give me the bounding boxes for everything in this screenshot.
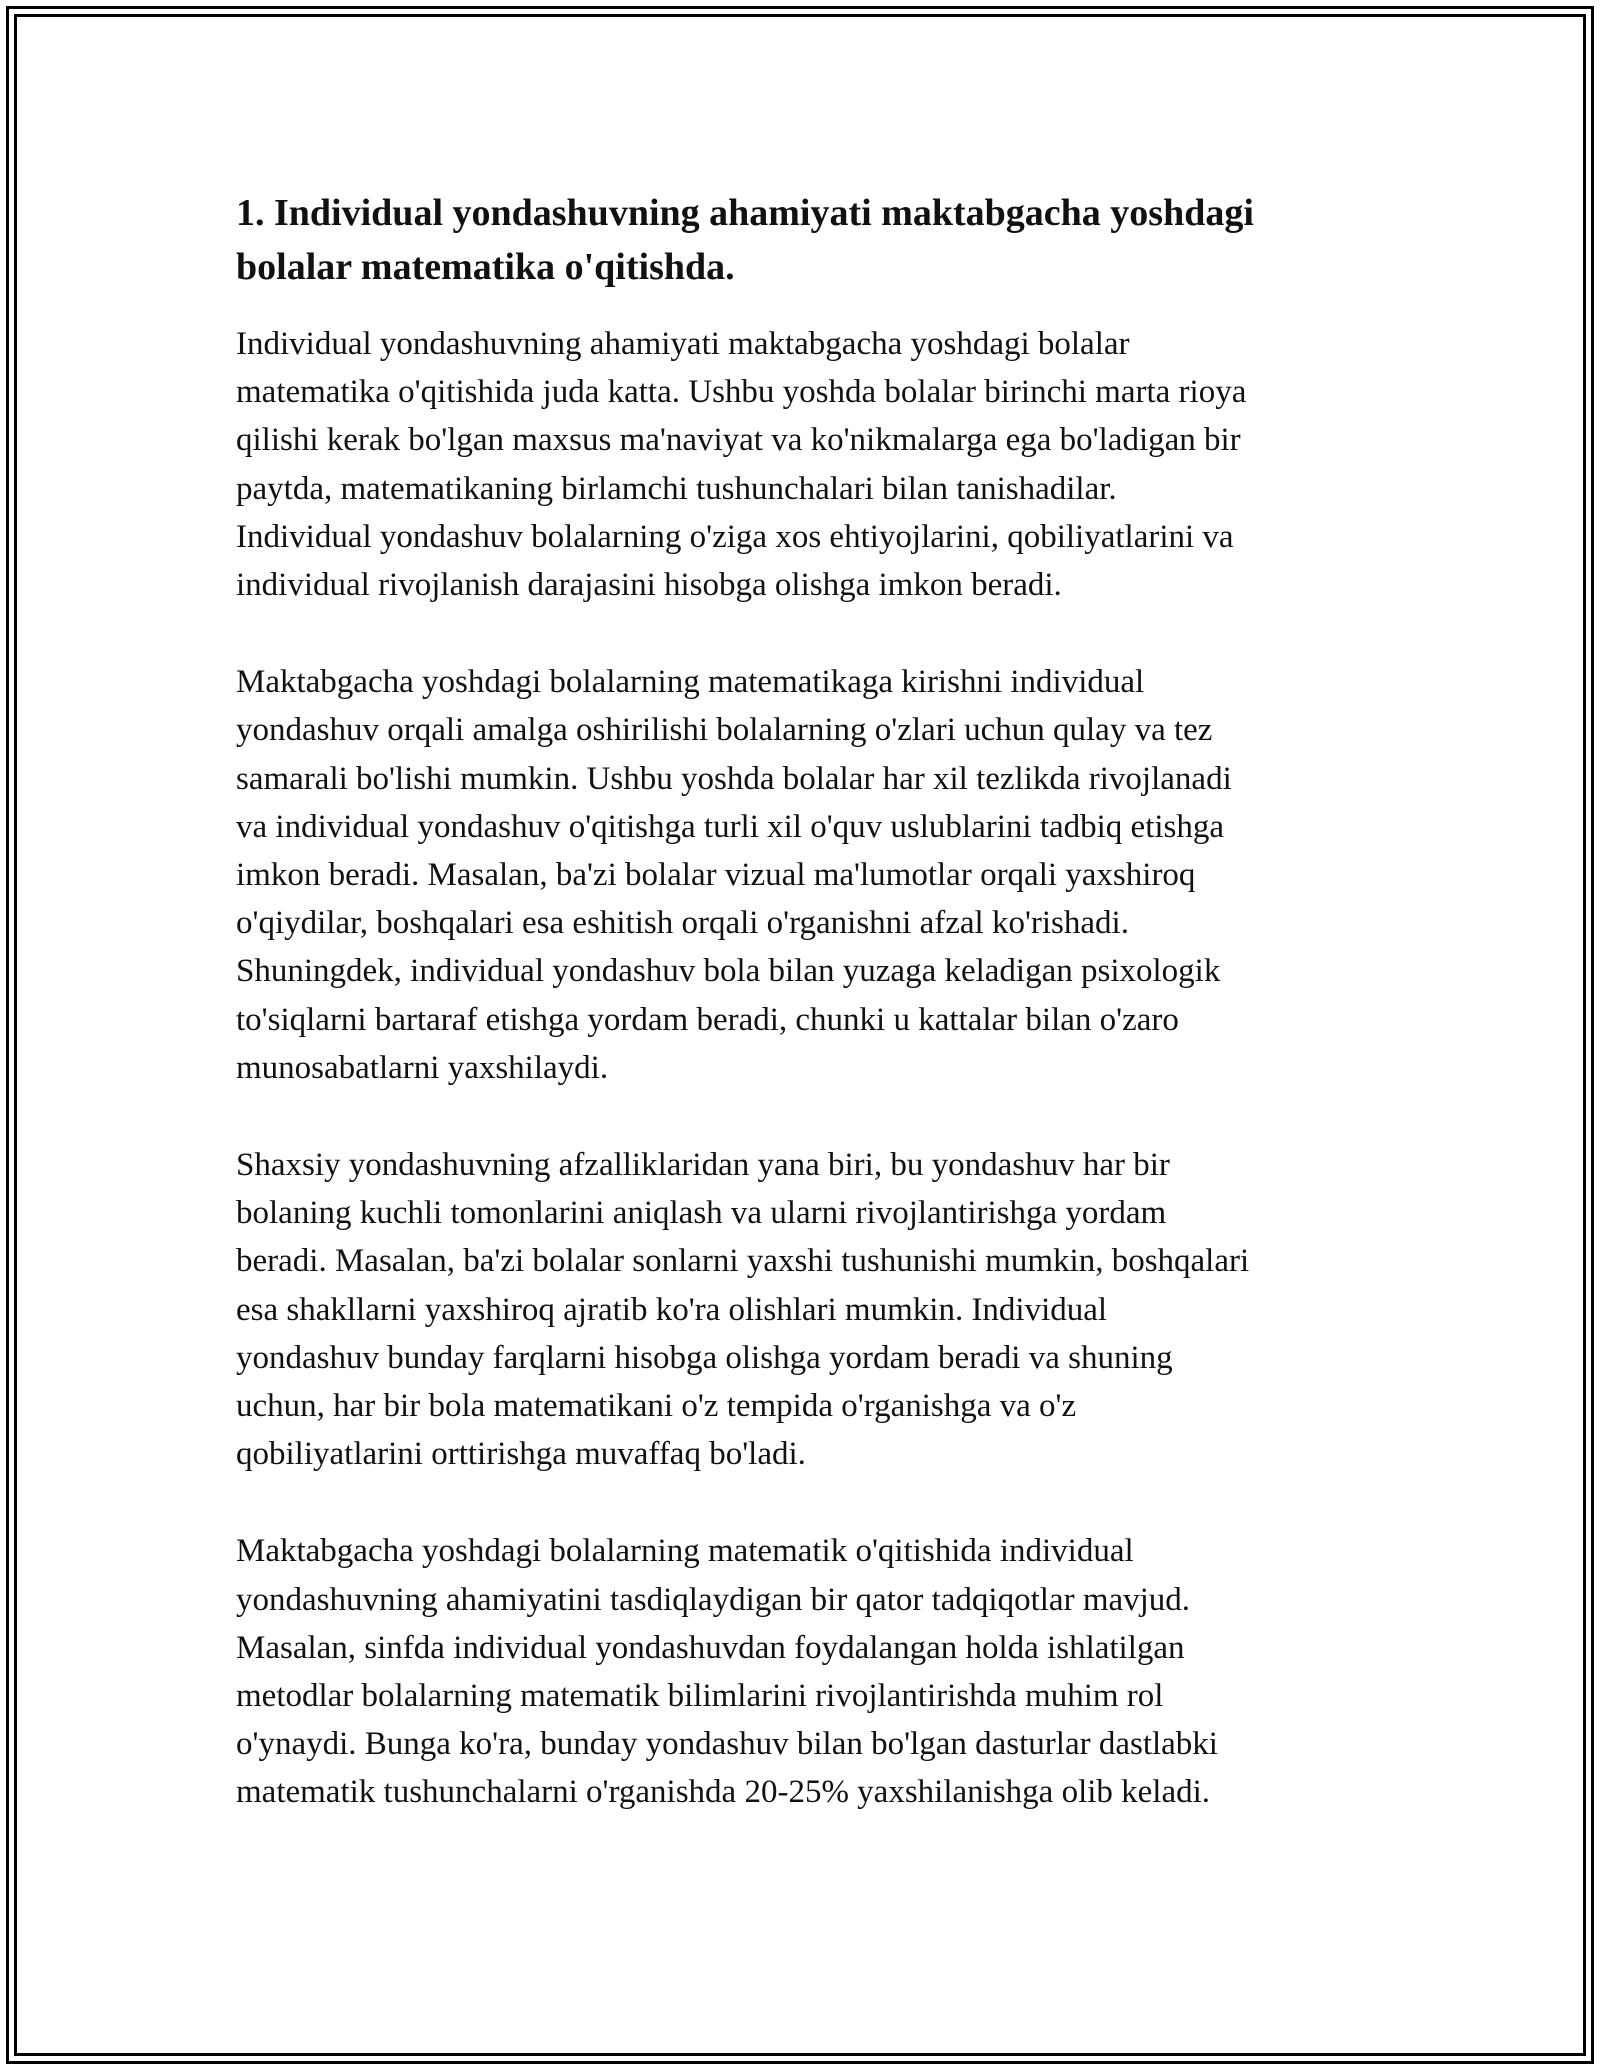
text-line: yondashuvning ahamiyatini tasdiqlaydigan bir qator tadqiqotlar mavjud. — [236, 1581, 1191, 1618]
text-line: yondashuv orqali amalga oshirilishi bolalarning o'zlari uchun qulay va tez — [236, 712, 1213, 749]
text-line: paytda, matematikaning birlamchi tushunchalari bilan tanishadilar. — [236, 470, 1117, 507]
text-line: Maktabgacha yoshdagi bolalarning matematikaga kirishni individual — [236, 664, 1145, 701]
text-line: o'ynaydi. Bunga ko'ra, bunday yondashuv bilan bo'lgan dasturlar dastlabki — [236, 1726, 1218, 1763]
section-heading — [236, 186, 1366, 294]
paragraph-list — [236, 320, 1366, 1817]
text-line: Maktabgacha yoshdagi bolalarning matematik o'qitishida individual — [236, 1533, 1134, 1570]
paragraph-1 — [236, 320, 1366, 609]
text-line: va individual yondashuv o'qitishga turli xil o'quv uslublarini tadbiq etishga — [236, 808, 1225, 845]
text-line: bolaning kuchli tomonlarini aniqlash va ularni rivojlantirishga yordam — [236, 1195, 1167, 1232]
text-line: samarali bo'lishi mumkin. Ushbu yoshda bolalar har xil tezlikda rivojlanadi — [236, 760, 1232, 797]
text-line: esa shakllarni yaxshiroq ajratib ko'ra olishlari mumkin. Individual — [236, 1291, 1108, 1328]
heading-line: 1. Individual yondashuvning ahamiyati maktabgacha yoshdagi — [236, 192, 1254, 234]
text-line: individual rivojlanish darajasini hisobga olishga imkon beradi. — [236, 567, 1062, 604]
text-line: Masalan, sinfda individual yondashuvdan foydalangan holda ishlatilgan — [236, 1629, 1185, 1666]
document-body — [236, 186, 1366, 1817]
text-line: beradi. Masalan, ba'zi bolalar sonlarni yaxshi tushunishi mumkin, boshqalari — [236, 1243, 1250, 1280]
text-line: matematika o'qitishida juda katta. Ushbu yoshda bolalar birinchi marta rioya — [236, 374, 1247, 411]
text-line: uchun, har bir bola matematikani o'z tempida o'rganishga va o'z — [236, 1388, 1077, 1425]
text-line: yondashuv bunday farqlarni hisobga olishga yordam beradi va shuning — [236, 1339, 1173, 1376]
text-line: qobiliyatlarini orttirishga muvaffaq bo'ladi. — [236, 1436, 806, 1473]
text-line: munosabatlarni yaxshilaydi. — [236, 1049, 609, 1086]
text-line: Individual yondashuv bolalarning o'ziga xos ehtiyojlarini, qobiliyatlarini va — [236, 518, 1234, 555]
text-line: metodlar bolalarning matematik bilimlarini rivojlantirishda muhim rol — [236, 1678, 1164, 1715]
paragraph-2 — [236, 658, 1366, 1092]
text-line: qilishi kerak bo'lgan maxsus ma'naviyat va ko'nikmalarga ega bo'ladigan bir — [236, 422, 1241, 459]
text-line: o'qiydilar, boshqalari esa eshitish orqali o'rganishni afzal ko'rishadi. — [236, 905, 1129, 942]
text-line: imkon beradi. Masalan, ba'zi bolalar vizual ma'lumotlar orqali yaxshiroq — [236, 857, 1196, 894]
text-line: Shaxsiy yondashuvning afzalliklaridan yana biri, bu yondashuv har bir — [236, 1147, 1170, 1184]
text-line: Shuningdek, individual yondashuv bola bilan yuzaga keladigan psixologik — [236, 953, 1221, 990]
paragraph-3 — [236, 1141, 1366, 1478]
text-line: to'siqlarni bartaraf etishga yordam beradi, chunki u kattalar bilan o'zaro — [236, 1001, 1179, 1038]
text-line: Individual yondashuvning ahamiyati maktabgacha yoshdagi bolalar — [236, 326, 1130, 362]
text-line: matematik tushunchalarni o'rganishda 20-25% yaxshilanishga olib keladi. — [236, 1774, 1211, 1811]
paragraph-4 — [236, 1527, 1366, 1816]
heading-line: bolalar matematika o'qitishda. — [236, 246, 735, 288]
